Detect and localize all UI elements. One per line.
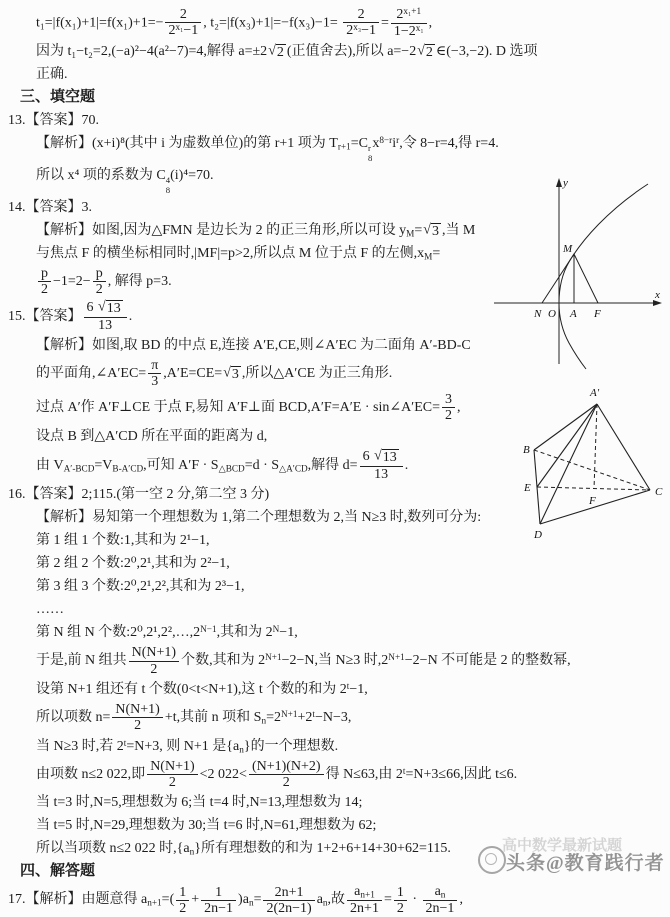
text-line: $\frac{p}{2}$ −1=2− $\frac{p}{2}$ , 解得 p=3. — [36, 265, 670, 299]
y-axis-arrow — [556, 178, 562, 187]
text-line: 第 2 组 2 个数:2⁰,2¹,其和为 2²−1, — [36, 556, 230, 572]
text-line: 【解析】如图,因为△FMN 是边长为 2 的正三角形,所以可设 $y_M=$ √ 3 ,当 M — [36, 222, 476, 239]
hidden-height-ApF — [594, 404, 597, 489]
section-header: 三、填空题 — [20, 89, 96, 106]
label-y-axis: y — [563, 177, 568, 189]
watermark-ghost-text: 高中数学最新试题 — [502, 838, 623, 854]
parabola-svg — [486, 172, 666, 370]
label-point-O: O — [548, 308, 556, 320]
watermark-main-text: 头条@教育践行者 — [506, 853, 665, 874]
label-x-axis: x — [655, 289, 660, 301]
text-line: 【解析】易知第一个理想数为 1,第二个理想数为 2,当 N≥3 时,数列可分为: — [36, 510, 482, 526]
text-line: 因为 t₁−t₂=2,(−a)²−4(a²−7)=4,解得 a=±2 √ 2 (正值舍去),所以 a=−2 √ 2 ∈(−3,−2). D 选项 — [36, 43, 538, 61]
label-point-D: D — [534, 529, 542, 541]
label-point-A: A — [570, 308, 577, 320]
edge-ApE — [537, 404, 597, 487]
text-line: t₁=|f(x₁)+1|=f(x₁)+1=− $\frac{2}{2^{x_1}-1}$ , t₂=|f(x₃)+1|=−f(x₃)−1= $\frac{2}{2^{x_3}-1}$ = $\frac{2^{x_1+1}}{1-2^{x_1}}$ , — [36, 6, 433, 39]
text-line: 【解析】(x+i)⁸(其中 i 为虚数单位)的第 r+1 项为 $T_{r+1}=C$ r 8 $x^{8-r}i^r$,令 8−r=4,得 r=4. — [36, 134, 499, 163]
text-line: 所以 x⁴ 项的系数为 C 4 8 (i)⁴=70. — [36, 167, 214, 195]
text-line: 第 1 组 1 个数:1,其和为 2¹−1, — [36, 533, 210, 549]
text-line: 15.【答案】 6 √ 13 13 . — [8, 299, 133, 333]
text-line: 当 N≥3 时,若 $2^t=N+3$, 则 N+1 是$\{a_n\}$的一个理想数. — [36, 737, 339, 754]
text-line: 【解析】如图,取 BD 的中点 E,连接 A′E,CE,则∠A′EC 为二面角 A′-BD-C — [36, 338, 471, 354]
text-line: 所以当项数 n≤2 022 时$,\{a_n\}$所有理想数的和为 1+2+6+14+30+62=115. — [36, 841, 451, 857]
label-point-Aprime: A′ — [590, 387, 600, 399]
section-header: 四、解答题 — [20, 863, 96, 880]
label-point-M: M — [563, 243, 573, 255]
edge-ApC — [597, 404, 650, 490]
text-line: 当 t=5 时,N=29,理想数为 30;当 t=6 时,N=61,理想数为 62; — [36, 818, 377, 834]
text-line: 17.【解析】由题意得 $a_{n+1}=$( $\frac{1}{2}$ + $\frac{1}{2n-1}$ )$a_n=$ $\frac{2n+1}{2(2n-1)}$ $a_n$,故 $\frac{a_{n+1}}{2n+1}$ = $\frac{1}{2}$ · $\frac{a_n}{2n-1}$ , — [8, 884, 463, 916]
label-point-C: C — [655, 486, 663, 498]
tetrahedron-figure — [490, 378, 670, 544]
text-line: 过点 A′作 A′F⊥CE 于点 F,易知 A′F⊥面 BCD,A′F=A′E · sin∠A′EC= $\frac{3}{2}$ , — [36, 391, 461, 424]
text-line: 第 3 组 3 个数:2⁰,2¹,2²,其和为 2³−1, — [36, 579, 245, 595]
edge-ApB — [534, 404, 597, 450]
tetrahedron-svg — [490, 378, 670, 544]
hidden-edge-EC — [537, 487, 650, 490]
text-line: 设点 B 到△A′CD 所在平面的距离为 d, — [36, 428, 268, 444]
text-line: 与焦点 F 的横坐标相同时,|MF|=p>2,所以点 M 位于点 F 的左侧$,x_M=$ — [36, 245, 441, 262]
text-line: 16.【答案】2;115.(第一空 2 分,第二空 3 分) — [8, 487, 270, 503]
hidden-edge-BC — [534, 450, 650, 490]
triangle-NMF — [542, 254, 598, 303]
label-point-N: N — [534, 308, 542, 320]
text-line: 当 t=3 时,N=5,理想数为 6;当 t=4 时,N=13,理想数为 14; — [36, 795, 363, 811]
text-line: 正确. — [36, 67, 68, 83]
text-line: 所以项数 n= $\frac{N(N+1)}{2}$ +t,其前 n 项和 $S_n=2^{N+1}+2^t-N-3$, — [36, 701, 352, 734]
text-line: 设第 N+1 组还有 t 个数(0<t<N+1),这 t 个数的和为 $2^t-1$, — [36, 680, 368, 697]
text-line: 第 N 组 N 个数$:2^0,2^1,2^2,\dots,2^{N-1}$,其和为 $2^N-1$, — [36, 623, 298, 641]
text-line: 于是,前 N 组共 $\frac{N(N+1)}{2}$ 个数,其和为 $2^{N+1}-2-N$,当 N≥3 时$,2^{N+1}-2-N$ 不可能是 2 的整数幂, — [36, 645, 571, 677]
label-point-F: F — [594, 308, 601, 320]
text-line: 由 $V_{A'-BCD}=V_{B-A'CD}$,可知 $A'F \cdot S_{\triangle BCD}=d \cdot S_{\triangle A'CD}$,解得 d= 6 √ 13 13 . — [36, 448, 409, 482]
label-point-B: B — [523, 444, 530, 456]
label-point-E: E — [524, 482, 531, 494]
parabola-curve — [559, 184, 648, 369]
text-line: 的平面角,∠A′EC= $\frac{\pi}{3}$ ,A′E=CE= √ 3 ,所以△A′CE 为正三角形. — [36, 358, 393, 390]
text-line: 由项数 n≤2 022,即 $\frac{N(N+1)}{2}$ <2 022< $\frac{(N+1)(N+2)}{2}$ 得 N≤63,由 $2^t=N+3\le 66$,因此 t≤6. — [36, 758, 518, 791]
text-line: …… — [36, 602, 64, 618]
parabola-figure — [486, 172, 666, 370]
label-point-F: F — [589, 495, 596, 507]
text-line: 13.【答案】70. — [8, 113, 99, 129]
text-line: 14.【答案】3. — [8, 199, 92, 215]
